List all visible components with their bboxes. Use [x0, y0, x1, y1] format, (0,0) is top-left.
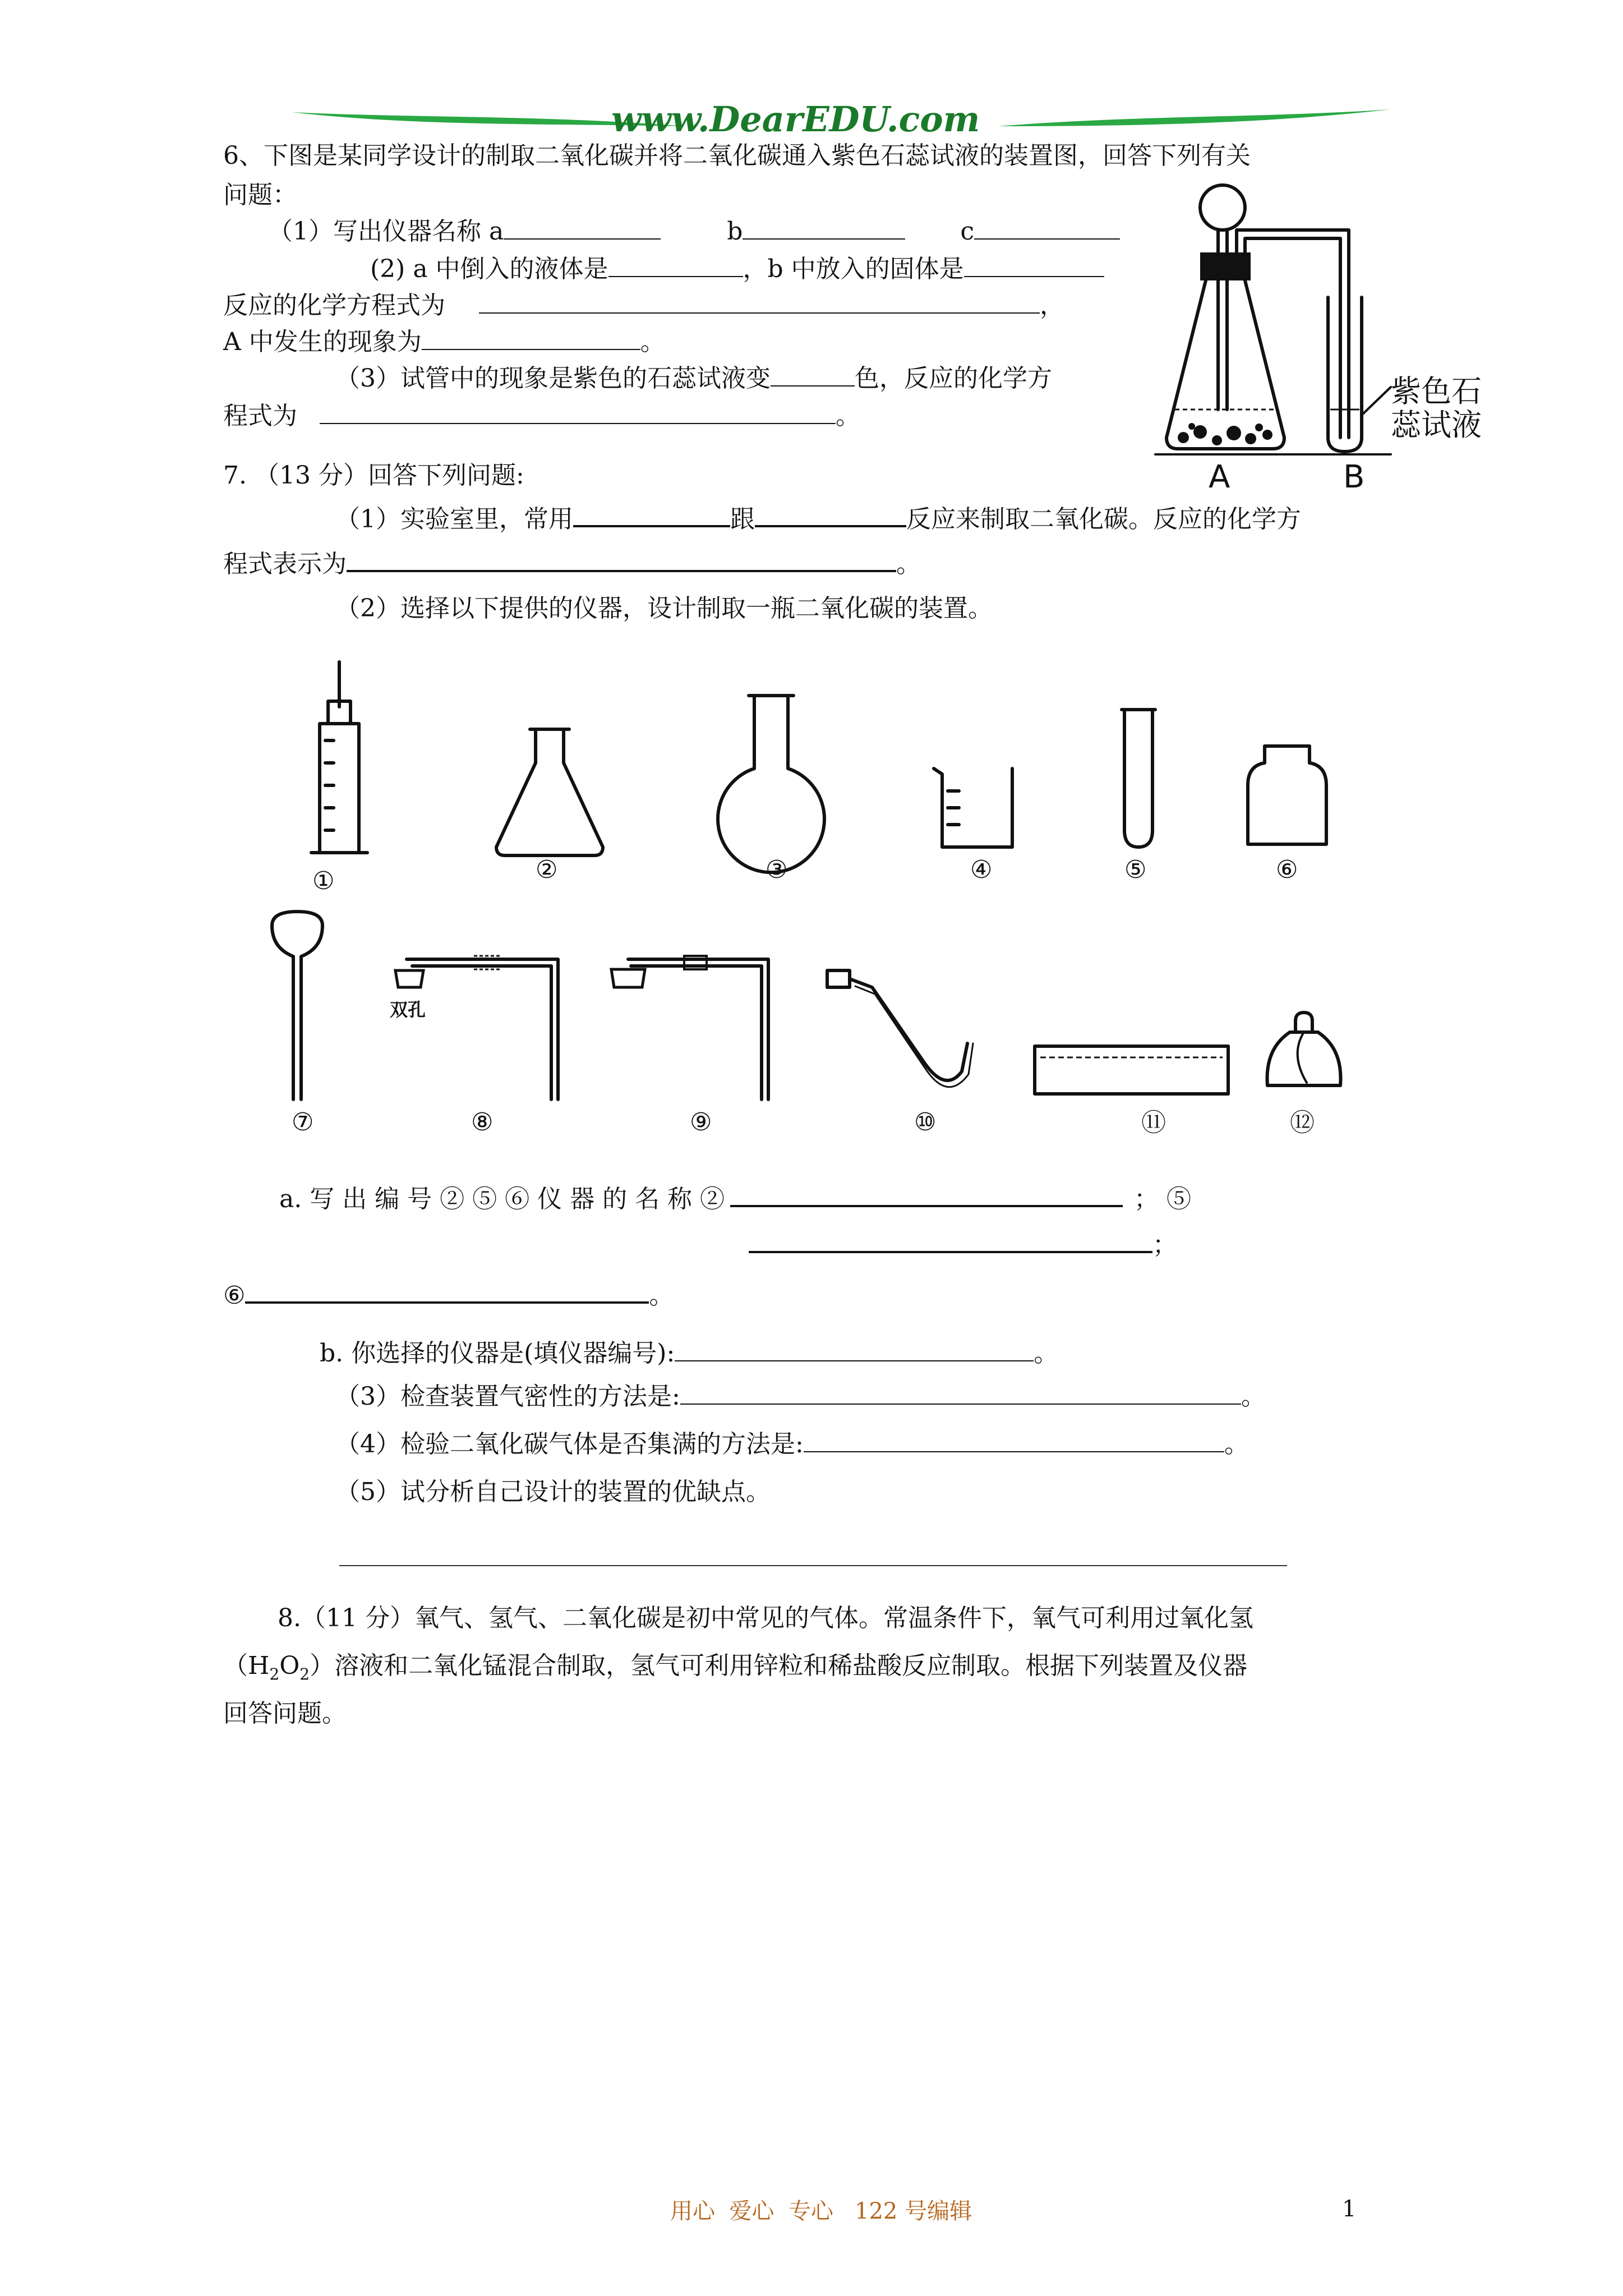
q7-blank-full-check-method[interactable] [804, 1429, 1224, 1452]
q7-part3: （3）检查装置气密性的方法是: 。 [335, 1382, 1266, 1411]
q7-part-b: b. 你选择的仪器是(填仪器编号): 。 [320, 1339, 1059, 1368]
q8-line-2: $(H_2O_2)$溶液和二氧化锰混合制取，氢气可利用锌粒和稀盐酸反应制取。根据下列装置及仪器 [223, 1651, 1248, 1683]
q6-instrument-b-label: b [727, 217, 743, 246]
q6-apparatus-figure [1155, 174, 1492, 499]
q6-instrument-c-label: c [960, 217, 975, 246]
q8-line-1: 8.（11 分）氧气、氢气、二氧化碳是初中常见的气体。常温条件下，氧气可利用过氧化氢 [278, 1604, 1253, 1632]
q6-line-1: 6、下图是某同学设计的制取二氧化碳并将二氧化碳通入紫色石蕊试液的装置图，回答下列有关 [223, 141, 1251, 170]
q6-line-4: (2) a 中倒入的液体是 ，b 中放入的固体是 [370, 252, 1104, 286]
q7-title: 7. （13 分）回答下列问题: [223, 461, 524, 490]
q6-figure-label-solution-2: 蕊试液 [1391, 407, 1482, 443]
q7-blank-reagent-2[interactable] [755, 503, 906, 527]
instrument-11-water-trough-icon [1032, 1041, 1234, 1097]
q7-part2: （2）选择以下提供的仪器，设计制取一瓶二氧化碳的装置。 [335, 594, 993, 623]
q7-part-a-line1: a. 写 出 编 号 ② ⑤ ⑥ 仪 器 的 名 称 ② ； ⑤ [279, 1182, 1191, 1216]
q6-line-2: 问题： [223, 181, 297, 209]
q6-figure-label-A: A [1209, 459, 1230, 495]
instrument-label-10: ⑩ [914, 1108, 937, 1137]
instrument-label-7: ⑦ [292, 1108, 314, 1137]
q6-figure-label-B: B [1343, 459, 1365, 495]
instrument-label-1: ① [312, 867, 335, 895]
q6-blank-phenomenon[interactable] [422, 326, 640, 350]
q7-part1-line2: 程式表示为 。 [223, 547, 921, 581]
instrument-label-2: ② [536, 855, 558, 884]
instrument-8-double-hole-label: 双孔 [390, 999, 426, 1020]
instrument-label-11: ⑪ [1141, 1108, 1166, 1137]
q7-blank-airtight-method[interactable] [680, 1381, 1241, 1405]
instrument-label-3: ③ [766, 855, 788, 884]
header-swoosh-right [998, 101, 1391, 135]
instrument-label-6: ⑥ [1276, 855, 1298, 884]
instrument-2-conical-flask-icon [494, 729, 606, 858]
q6-blank-liquid[interactable] [608, 254, 743, 277]
q6-line-8: 程式为 。 [223, 402, 860, 430]
instrument-3-round-flask-icon [709, 690, 833, 869]
q7-blank-instrument-5[interactable] [749, 1228, 1152, 1253]
instrument-10-bent-tube-icon [822, 959, 990, 1105]
instrument-4-beaker-icon [931, 763, 1021, 853]
q6-blank-a[interactable] [504, 216, 661, 240]
q6-figure-label-solution-1: 紫色石 [1391, 374, 1482, 409]
q6-blank-b[interactable] [743, 216, 905, 240]
header-site-name: www.DearEDU.com [611, 99, 980, 140]
instrument-label-12: ⑫ [1290, 1108, 1315, 1137]
q6-blank-equation[interactable] [479, 290, 1040, 314]
instrument-label-8: ⑧ [471, 1108, 494, 1137]
q6-blank-c[interactable] [974, 216, 1120, 240]
footer-text: 用心 爱心 专心 122 号编辑 [670, 2198, 972, 2224]
q7-blank-analysis[interactable] [339, 1565, 1287, 1566]
q6-instrument-a-label: （1）写出仪器名称 a [268, 217, 504, 246]
q6-blank-solid[interactable] [964, 254, 1104, 277]
q6-blank-color[interactable] [771, 363, 855, 386]
q7-blank-instrument-2[interactable] [730, 1182, 1123, 1207]
instrument-12-alcohol-lamp-icon [1262, 1010, 1346, 1094]
q7-part1-line1: （1）实验室里，常用 跟 反应来制取二氧化碳。反应的化学方 [335, 503, 1301, 536]
instrument-9-delivery-tube-icon [600, 948, 785, 1116]
instrument-label-5: ⑤ [1124, 855, 1147, 884]
q7-part-a-line3: ⑥ 。 [223, 1279, 674, 1313]
q6-line-7: （3）试管中的现象是紫色的石蕊试液变 色，反应的化学方 [335, 364, 1052, 393]
page-number: 1 [1342, 2196, 1357, 2222]
instrument-label-4: ④ [970, 855, 993, 884]
q7-blank-reagent-1[interactable] [573, 503, 730, 527]
q6-line-3 [268, 215, 1120, 249]
q7-blank-instrument-6[interactable] [245, 1279, 649, 1304]
q7-part-a-line2: ； [749, 1228, 1177, 1262]
instrument-7-thistle-funnel-icon [266, 909, 328, 1111]
q6-line-6: A 中发生的现象为 。 [223, 328, 665, 356]
instrument-1-syringe-icon [306, 662, 373, 864]
q6-blank-equation-2[interactable] [320, 401, 836, 424]
instrument-6-gas-jar-icon [1245, 740, 1329, 853]
instrument-8-delivery-tube-double-hole-icon [390, 948, 586, 1116]
q8-line-3: 回答问题。 [223, 1699, 347, 1728]
q7-part5: （5）试分析自己设计的装置的优缺点。 [335, 1478, 771, 1506]
instrument-label-9: ⑨ [690, 1108, 712, 1137]
q7-blank-equation[interactable] [347, 547, 896, 572]
q7-part4: （4）检验二氧化碳气体是否集满的方法是: 。 [335, 1430, 1249, 1458]
q6-line-5: 反应的化学方程式为 ， [223, 291, 1064, 320]
q7-blank-selected-instruments[interactable] [675, 1338, 1034, 1361]
instrument-5-test-tube-icon [1119, 707, 1158, 853]
